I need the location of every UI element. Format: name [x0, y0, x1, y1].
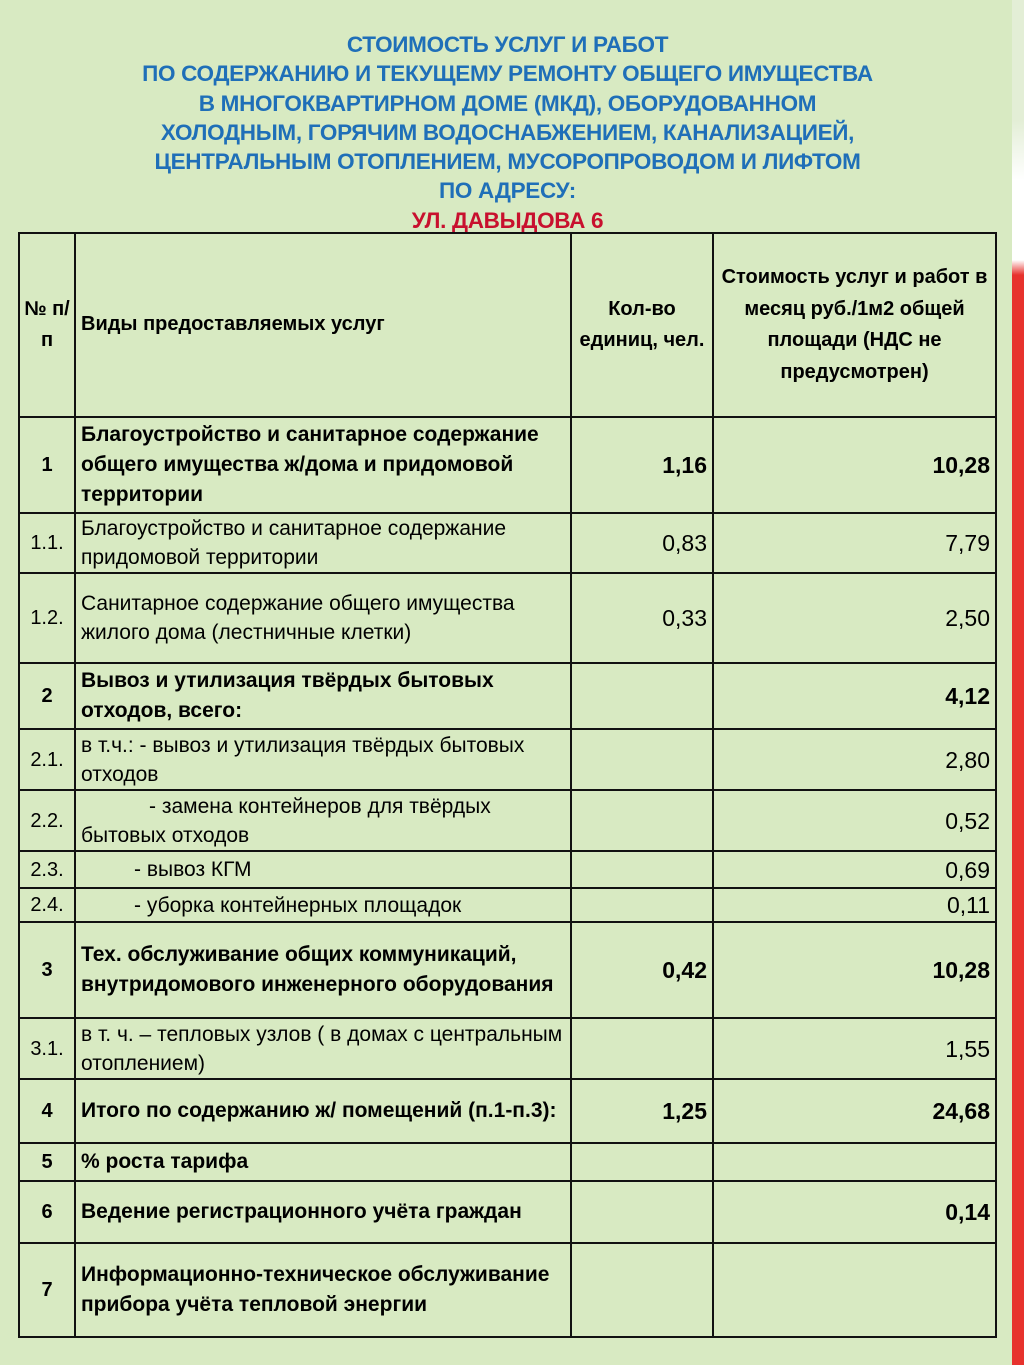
row-num: 4 — [19, 1079, 75, 1143]
row-qty — [571, 729, 713, 790]
row-num: 6 — [19, 1181, 75, 1243]
table-row — [19, 417, 996, 513]
row-service-line-2: бытовых отходов — [81, 823, 250, 847]
row-cost: 1,55 — [713, 1018, 996, 1079]
table-row — [19, 851, 996, 888]
table-row — [19, 729, 996, 790]
row-cost: 7,79 — [713, 513, 996, 573]
row-cost: 10,28 — [713, 417, 996, 513]
heading-line-5: ЦЕНТРАЛЬНЫМ ОТОПЛЕНИЕМ, МУСОРОПРОВОДОМ И ЛИФТОМ — [154, 149, 861, 175]
table-header-row — [19, 233, 996, 417]
side-accent-bar — [1012, 0, 1024, 1365]
row-service: - уборка контейнерных площадок — [75, 888, 571, 922]
table-row — [19, 1243, 996, 1337]
row-cost: 10,28 — [713, 922, 996, 1018]
row-qty: 0,83 — [571, 513, 713, 573]
row-num: 5 — [19, 1143, 75, 1181]
header-service: Виды предоставляемых услуг — [75, 233, 571, 417]
table-row — [19, 790, 996, 851]
row-num: 2.3. — [19, 851, 75, 888]
row-cost: 0,11 — [713, 888, 996, 922]
row-qty — [571, 1018, 713, 1079]
row-qty — [571, 1243, 713, 1337]
row-cost: 0,69 — [713, 851, 996, 888]
row-service: Вывоз и утилизация твёрдых бытовых отходов, всего: — [75, 663, 571, 729]
row-cost: 2,50 — [713, 573, 996, 663]
table-row — [19, 1018, 996, 1079]
services-cost-table — [18, 232, 997, 1338]
row-service: Информационно-техническое обслуживание прибора учёта тепловой энергии — [75, 1243, 571, 1337]
row-cost — [713, 1143, 996, 1181]
row-qty — [571, 663, 713, 729]
row-service — [75, 790, 571, 851]
row-num: 1 — [19, 417, 75, 513]
table-row — [19, 888, 996, 922]
row-cost — [713, 1243, 996, 1337]
row-num: 1.2. — [19, 573, 75, 663]
row-service: в т. ч. – тепловых узлов ( в домах с центральным отоплением) — [75, 1018, 571, 1079]
heading-line-3: В МНОГОКВАРТИРНОМ ДОМЕ (МКД), ОБОРУДОВАННОМ — [198, 90, 817, 116]
table-row — [19, 513, 996, 573]
row-qty — [571, 851, 713, 888]
row-service: Благоустройство и санитарное содержание придомовой территории — [75, 513, 571, 573]
row-service: Благоустройство и санитарное содержание общего имущества ж/дома и придомовой территории — [75, 417, 571, 513]
table-row — [19, 573, 996, 663]
header-num: № п/п — [19, 233, 75, 417]
table-row — [19, 922, 996, 1018]
heading-line-2: ПО СОДЕРЖАНИЮ И ТЕКУЩЕМУ РЕМОНТУ ОБЩЕГО ИМУЩЕСТВА — [142, 61, 873, 87]
row-num: 2.2. — [19, 790, 75, 851]
heading-address: УЛ. ДАВЫДОВА 6 — [411, 207, 604, 233]
row-service: % роста тарифа — [75, 1143, 571, 1181]
table-row — [19, 1079, 996, 1143]
row-qty — [571, 790, 713, 851]
page-heading — [20, 30, 995, 235]
row-num: 3 — [19, 922, 75, 1018]
row-service-line-1: - замена контейнеров для твёрдых — [149, 794, 491, 818]
row-num: 3.1. — [19, 1018, 75, 1079]
heading-line-4: ХОЛОДНЫМ, ГОРЯЧИМ ВОДОСНАБЖЕНИЕМ, КАНАЛИЗАЦИЕЙ, — [160, 119, 855, 145]
row-cost: 0,52 — [713, 790, 996, 851]
row-service: Итого по содержанию ж/ помещений (п.1-п.3): — [75, 1079, 571, 1143]
row-service: - вывоз КГМ — [75, 851, 571, 888]
row-num: 1.1. — [19, 513, 75, 573]
row-cost: 4,12 — [713, 663, 996, 729]
row-qty: 0,33 — [571, 573, 713, 663]
row-qty — [571, 1143, 713, 1181]
row-num: 2.1. — [19, 729, 75, 790]
heading-line-6: ПО АДРЕСУ: — [439, 178, 576, 204]
row-qty — [571, 888, 713, 922]
row-cost: 2,80 — [713, 729, 996, 790]
row-service: Ведение регистрационного учёта граждан — [75, 1181, 571, 1243]
row-service: Санитарное содержание общего имущества жилого дома (лестничные клетки) — [75, 573, 571, 663]
row-service: в т.ч.: - вывоз и утилизация твёрдых бытовых отходов — [75, 729, 571, 790]
table-row — [19, 663, 996, 729]
row-cost: 0,14 — [713, 1181, 996, 1243]
row-num: 2 — [19, 663, 75, 729]
row-service: Тех. обслуживание общих коммуникаций, внутридомового инженерного оборудования — [75, 922, 571, 1018]
row-qty: 1,16 — [571, 417, 713, 513]
table-row — [19, 1181, 996, 1243]
header-cost: Стоимость услуг и работ в месяц руб./1м2 общей площади (НДС не предусмотрен) — [713, 233, 996, 417]
heading-line-1: СТОИМОСТЬ УСЛУГ И РАБОТ — [346, 32, 669, 57]
row-num: 7 — [19, 1243, 75, 1337]
row-qty: 1,25 — [571, 1079, 713, 1143]
header-qty: Кол-во единиц, чел. — [571, 233, 713, 417]
row-qty: 0,42 — [571, 922, 713, 1018]
table-row — [19, 1143, 996, 1181]
row-cost: 24,68 — [713, 1079, 996, 1143]
row-num: 2.4. — [19, 888, 75, 922]
row-qty — [571, 1181, 713, 1243]
